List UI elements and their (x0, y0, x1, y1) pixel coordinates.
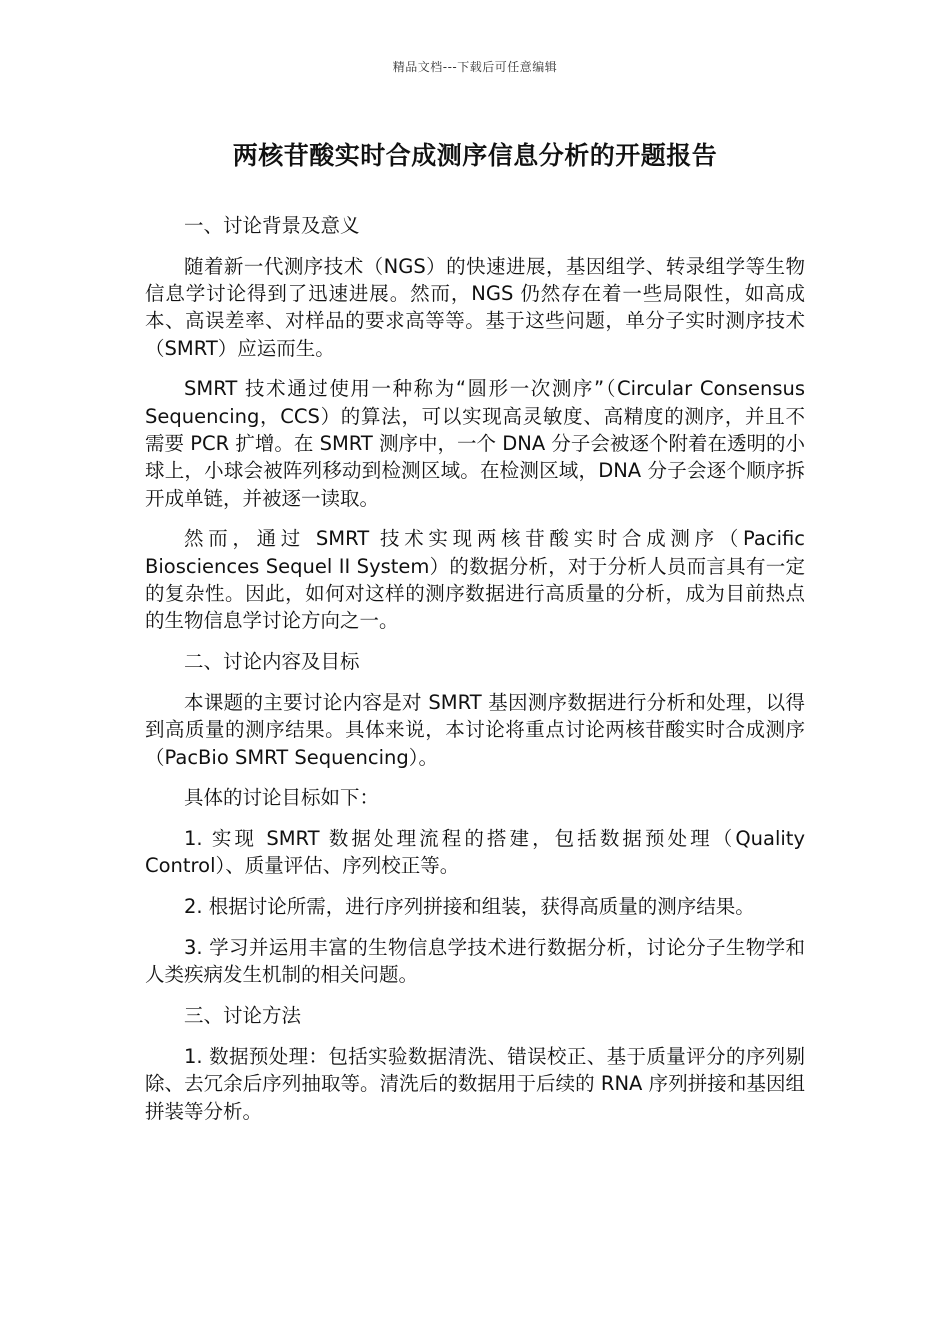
section-heading-content-goals: 二、讨论内容及目标 (184, 650, 360, 674)
section-heading-background: 一、讨论背景及意义 (184, 214, 360, 237)
section-heading-methods: 三、讨论方法 (184, 1004, 302, 1028)
header-note: 精品文档---下载后可任意编辑 (392, 60, 558, 74)
paragraph-smrt-ccs: SMRT 技术通过使用一种称为“圆形一次测序”（Circular Consensus Sequencing，CCS）的算法，可以实现高灵敏度、高精度的测序，并且不需要 PCR 扩增。在 SMRT 测序中，一个 DNA 分子会被逐个附着在透明的小球上，小球会被阵列移动到检测区域。在检测区域，DNA 分子会逐个顺序拆开成单链，并被逐一读取。 (145, 377, 805, 510)
list-item-goal-2: 2. 根据讨论所需，进行序列拼接和组装，获得高质量的测序结果。 (184, 895, 755, 919)
paragraph-research-content: 本课题的主要讨论内容是对 SMRT 基因测序数据进行分析和处理，以得到高质量的测序结果。具体来说，本讨论将重点讨论两核苷酸实时合成测序（PacBio SMRT Sequencing）。 (145, 690, 805, 769)
list-item-method-1: 1. 数据预处理：包括实验数据清洗、错误校正、基于质量评分的序列剔除、去冗余后序列抽取等。清洗后的数据用于后续的 RNA 序列拼接和基因组拼装等分析。 (145, 1044, 805, 1123)
document-title: 两核苷酸实时合成测序信息分析的开题报告 (232, 141, 718, 170)
paragraph-ngs-intro: 随着新一代测序技术（NGS）的快速进展，基因组学、转录组学等生物信息学讨论得到了迅速进展。然而，NGS 仍然存在着一些局限性，如高成本、高误差率、对样品的要求高等等。基于这些问题，单分子实时测序技术（SMRT）应运而生。 (145, 254, 805, 360)
document-body (145, 212, 805, 1138)
paragraph-goals-intro: 具体的讨论目标如下： (184, 786, 380, 810)
list-item-goal-1: 1. 实现 SMRT 数据处理流程的搭建，包括数据预处理（Quality Control）、质量评估、序列校正等。 (145, 827, 805, 878)
list-item-goal-3: 3. 学习并运用丰富的生物信息学技术进行数据分析，讨论分子生物学和人类疾病发生机制的相关问题。 (145, 936, 805, 987)
paragraph-analysis-complexity: 然而，通过 SMRT 技术实现两核苷酸实时合成测序（Pacific Biosciences Sequel II System）的数据分析，对于分析人员而言具有一定的复杂性。因此，如何对这样的测序数据进行高质量的分析，成为目前热点的生物信息学讨论方向之一。 (145, 527, 805, 633)
